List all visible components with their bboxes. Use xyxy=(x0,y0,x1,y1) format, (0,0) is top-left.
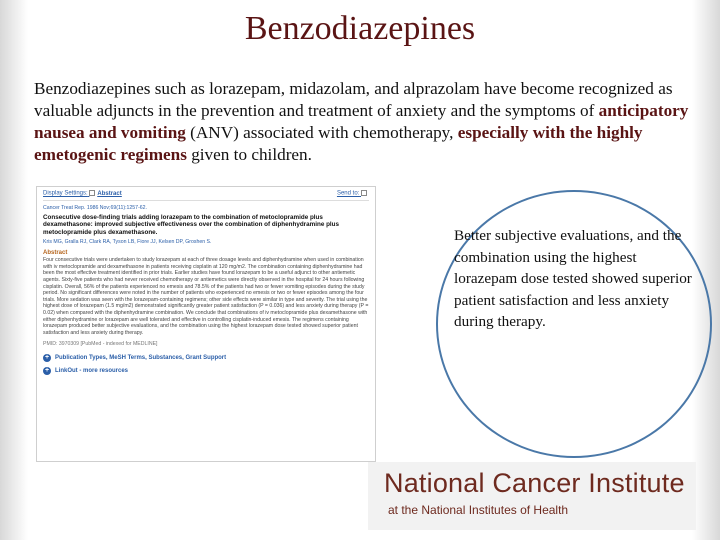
intro-text-1: Benzodiazepines such as lorazepam, midazolam, and alprazolam have become recognized as valuable adjuncts in the prevention and treatment of anxiety and the symptoms of xyxy=(34,79,673,120)
abstract-body: Four consecutive trials were undertaken to study lorazepam at each of three dosage levels and diphenhydramine when used in combination with iv metoclopramide and dexamethasone in patients receiving cisplatin at 120 mg/m2. The combination containing diphenhydramine had been the most effective treatment identified in prior trials. Earlier studies have found lorazepam to be a useful adjunct to other antiemetic agents. Sixty-five patients who had never received chemotherapy or antiemetics were directly observed in the hospital for 24 hours following cisplatin. Overall, 56% of the patients experienced no emesis and 78.5% of the patients had two or fewer vomiting episodes during the study period. No significant differences were noted in the number of patients who experienced no emesis or two or fewer episodes among the four trials. More sedation was seen with the lorazepam-containing regimens; other side effects were similar in type and severity. The trial using the highest dose of lorazepam (1.5 mg/m2) demonstrated significantly greater patient satisfaction (P = 0.036) and less anxiety during therapy (P = 0.02) when compared with the diphenhydramine combination. We conclude that combinations of iv metoclopramide plus dexamethasone with either diphenhydramine or lorazepam are well tolerated and effective in controlling cisplatin-induced emesis. The regimens containing lorazepam produced better subjective evaluations, and the combination using the highest lorazepam dose tested showed superior patient satisfaction and less anxiety during therapy. xyxy=(43,257,369,336)
nci-logo-subtitle: at the National Institutes of Health xyxy=(388,503,569,517)
publication-types-label: Publication Types, MeSH Terms, Substances, Grant Support xyxy=(55,354,227,361)
abstract-toolbar xyxy=(43,190,369,201)
slide-title: Benzodiazepines xyxy=(244,10,476,47)
abstract-authors[interactable]: Kris MG, Gralla RJ, Clark RA, Tyson LB, Fiore JJ, Kelsen DP, Groshen S. xyxy=(43,238,212,245)
intro-text-2: (ANV) associated with chemotherapy, xyxy=(185,123,458,142)
abstract-citation[interactable]: Cancer Treat Rep. 1986 Nov;69(11):1257-62. xyxy=(43,205,148,212)
abstract-label: Abstract xyxy=(43,249,68,256)
dropdown-icon xyxy=(89,190,95,196)
intro-highlight-anv: anticipatory nausea and vomiting xyxy=(34,101,689,142)
send-to-link[interactable]: Send to: xyxy=(337,190,369,197)
expand-plus-icon: + xyxy=(44,353,50,361)
callout-text: Better subjective evaluations, and the combination using the highest lorazepam dose tested showed superior patient satisfaction and less anxiety during therapy. xyxy=(454,227,692,330)
display-settings-link[interactable]: Display Settings: Abstract xyxy=(43,190,122,197)
nci-logo xyxy=(368,462,696,530)
dropdown-icon xyxy=(361,190,367,196)
linkout-link[interactable] xyxy=(43,367,369,375)
publication-types-link[interactable] xyxy=(43,354,369,362)
pubmed-abstract-screenshot xyxy=(36,186,376,462)
linkout-label: LinkOut - more resources xyxy=(55,367,129,374)
nci-logo-name: National Cancer Institute xyxy=(384,468,685,498)
intro-highlight-emetogenic: especially with the highly emetogenic regimens xyxy=(34,123,643,164)
intro-paragraph xyxy=(34,78,696,166)
abstract-heading: Consecutive dose-finding trials adding lorazepam to the combination of metoclopramide plus dexamethasone: improved subjective effectiveness over the combination of diphenhydramine plus metoclopramide plus dexamethasone. xyxy=(43,213,340,236)
expand-plus-icon: + xyxy=(44,366,50,374)
intro-text-3: given to children. xyxy=(186,145,312,164)
abstract-pmid: PMID: 3970309 [PubMed - indexed for MEDLINE] xyxy=(43,341,158,348)
